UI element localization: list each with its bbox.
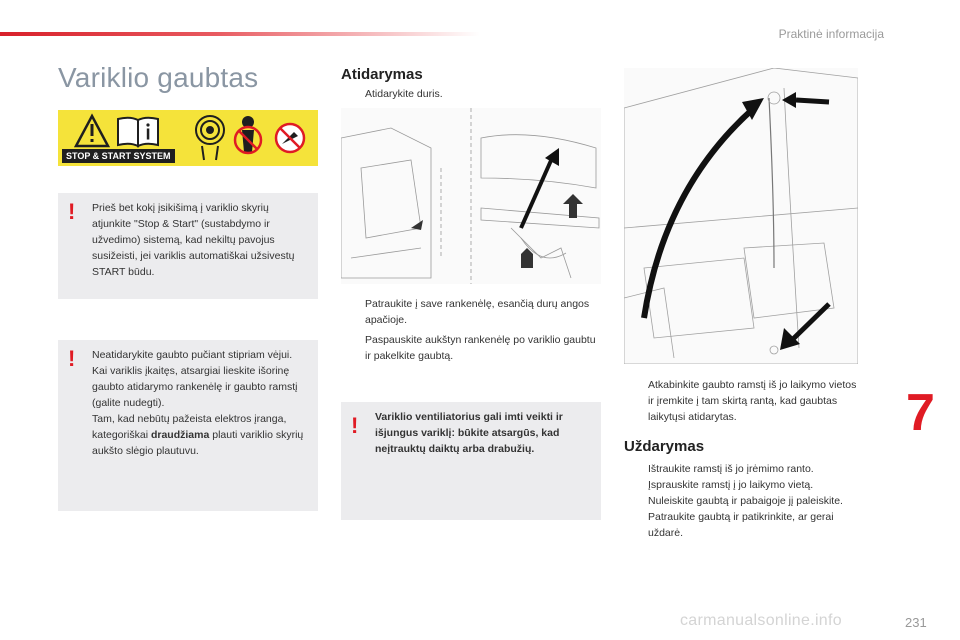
opening-step-2: Patraukite į save rankenėlę, esančią durų angos apačioje. (365, 298, 590, 326)
stop-start-badge: STOP & START SYSTEM (62, 149, 175, 163)
warning-line-heat: Kai variklis įkaitęs, atsargiai lieskite išorinę gaubto atidarymo rankenėlę ir gaubto ramstį (galite nudegti). (92, 365, 298, 409)
warning-text: Prieš bet kokį įsikišimą į variklio skyrių atjunkite "Stop & Start" (sustabdymo ir užvedimo) sistemą, kad nekiltų pavojus susižeisti, jei variklis automatiškai užsivestų START būdu. (92, 202, 295, 278)
warning-text: Variklio ventiliatorius gali imti veikti ir išjungus variklį: būkite atsargūs, kad neįtrauktų daiktų arba drabužių. (375, 411, 563, 455)
closing-step-2: Įsprauskite ramstį į jo laikymo vietą. (648, 479, 814, 491)
closing-step-1: Ištraukite ramstį iš jo įrėmimo ranto. (648, 463, 814, 475)
warning-line-washing-bold: draudžiama (150, 429, 210, 441)
warning-triangle-icon (76, 116, 108, 146)
warning-box-fan (341, 402, 601, 520)
warning-exclamation-icon: ! (68, 346, 76, 371)
watermark: carmanualsonline.info (680, 612, 842, 629)
warning-line-washing-pre: Tam, kad nebūtų pažeista elektros įranga, kategoriškai (92, 413, 287, 441)
warning-line-washing-post: plauti variklio skyrių aukšto slėgio plautuvu. (92, 429, 304, 457)
warning-text (92, 347, 308, 459)
opening-step-4: Atkabinkite gaubto ramstį iš jo laikymo vietos ir įremkite į tam skirtą rantą, kad gaubtas laikytųsi atidarytas. (648, 379, 857, 423)
warning-box-stop-start (58, 193, 318, 299)
manual-book-icon (118, 118, 158, 146)
closing-step-4: Patraukite gaubtą ir patikrinkite, ar gerai uždarė. (648, 511, 834, 539)
closing-step-3: Nuleiskite gaubtą ir pabaigoje jį paleiskite. (648, 495, 843, 507)
closing-heading: Uždarymas (624, 438, 705, 455)
safety-pictogram-banner (58, 110, 318, 166)
opening-step-3: Paspauskite aukštyn rankenėlę po variklio gaubtu ir pakelkite gaubtą. (365, 334, 596, 362)
warning-exclamation-icon: ! (68, 199, 76, 224)
no-water-jet-icon (276, 124, 304, 152)
header-accent-bar (0, 32, 480, 36)
hood-prop-rod-illustration (624, 68, 858, 364)
warning-exclamation-icon: ! (351, 413, 359, 438)
no-loose-clothing-icon (235, 116, 261, 153)
warning-box-wind-heat (58, 340, 318, 511)
door-sill-and-hood-latch-illustration (341, 108, 601, 284)
chapter-number: 7 (906, 384, 935, 442)
opening-heading: Atidarymas (341, 66, 423, 83)
opening-step-1: Atidarykite duris. (365, 88, 443, 100)
fan-icon (196, 116, 224, 160)
section-label: Praktinė informacija (778, 27, 884, 41)
page-number: 231 (905, 615, 927, 630)
warning-line-wind: Neatidarykite gaubto pučiant stipriam vėjui. (92, 349, 293, 361)
page-title: Variklio gaubtas (58, 62, 259, 93)
